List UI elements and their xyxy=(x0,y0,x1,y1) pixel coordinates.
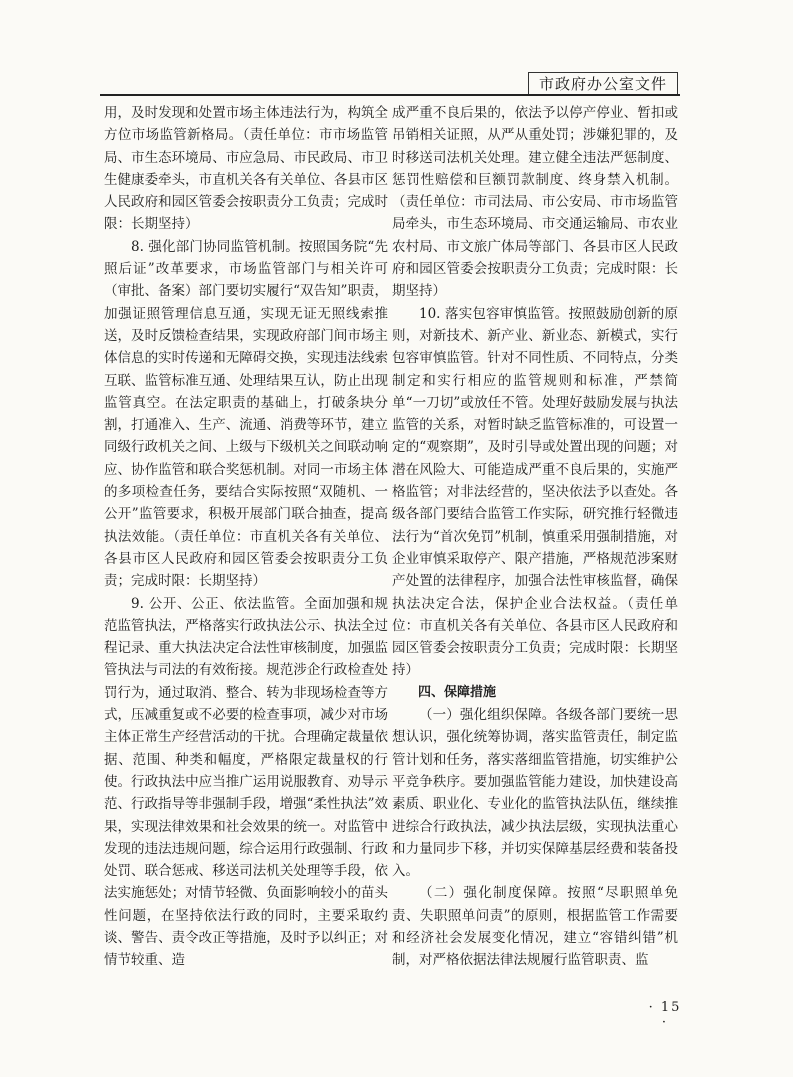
right-paragraph: 成严重不良后果的，依法予以停产停业、暂扣或吊销相关证照，从严从重处罚；涉嫌犯罪的，及时移送司法机关处理。建立健全违法严惩制度、惩罚性赔偿和巨额罚款制度、终身禁入机制。（责任单位：市司法局、市公安局、市市场监管局牵头，市生态环境局、市交通运输局、市农业农村局、市文旅广体局等部门、各县市区人民政府和园区管委会按职责分工负责；完成时限：长期坚持） xyxy=(392,105,678,300)
left-paragraph: 用，及时发现和处置市场主体违法行为，构筑全方位市场监管新格局。（责任单位：市市场监管局、市生态环境局、市应急局、市民政局、市卫生健康委牵头，市直机关各有关单位、各县市区人民政府和园区管委会按职责分工负责；完成时限：长期坚持） xyxy=(104,105,388,233)
document-header-title: 市政府办公室文件 xyxy=(528,72,678,96)
left-paragraph: 9. 公开、公正、依法监管。全面加强和规范监管执法，严格落实行政执法公示、执法全过程记录、重大执法决定合法性审核制度，加强监管执法与司法的有效衔接。规范涉企行政检查处罚行为，通过取消、整合、转为非现场检查等方式，压减重复或不必要的检查事项，减少对市场主体正常生产经营活动的干扰。合理确定裁量依据、范围、种类和幅度，严格限定裁量权的行使。行政执法中应当推广运用说服教育、劝导示范、行政指导等非强制手段，增强“柔性执法”效果，实现法律效果和社会效果的统一。对监管中发现的违法违规问题，综合运用行政强制、行政处罚、联合惩戒、移送司法机关处理等手段，依法实施惩处；对情节轻微、负面影响较小的苗头性问题，在坚持依法行政的同时，主要采取约谈、警告、责令改正等措施，及时予以纠正；对情节较重、造 xyxy=(104,595,388,969)
page-number: · 15 · xyxy=(648,1000,682,1030)
right-paragraph: （二）强化制度保障。按照“尽职照单免责、失职照单问责”的原则，根据监管工作需要和经济社会发展变化情况，建立“容错纠错”机制，对严格依据法律法规履行监管职责、监 xyxy=(392,885,678,969)
section-heading: 四、保障措施 xyxy=(418,684,497,700)
right-paragraph: 10. 落实包容审慎监管。按照鼓励创新的原则，对新技术、新产业、新业态、新模式，实行包容审慎监管。针对不同性质、不同特点，分类制定和实行相应的监管规则和标准，严禁简单“一刀切”或放任不管。处理好鼓励发展与执法监管的关系，对暂时缺乏监管标准的，可设置一定的“观察期”，及时引导或处置出现的问题；对潜在风险大、可能造成严重不良后果的，实施严格监管；对非法经营的，坚决依法予以查处。各级各部门要结合监管工作实际，研究推行轻微违法行为“首次免罚”机制，慎重采用强制措施，对企业审慎采取停产、限产措施，严格规范涉案财产处置的法律程序，加强合法性审核监督，确保执法决定合法，保护企业合法权益。（责任单位：市直机关各有关单位、各县市区人民政府和园区管委会按职责分工负责；完成时限：长期坚持） xyxy=(392,305,678,679)
left-column xyxy=(104,102,388,972)
left-paragraph: 8. 强化部门协同监管机制。按照国务院“先照后证”改革要求，市场监管部门与相关许可（审批、备案）部门要切实履行“双告知”职责，加强证照管理信息互通，实现无证无照线索推送，及时反馈检查结果，实现政府部门间市场主体信息的实时传递和无障碍交换，实现违法线索互联、监管标准互通、处理结果互认，防止出现监管真空。在法定职责的基础上，打破条块分割，打通准入、生产、流通、消费等环节，建立同级行政机关之间、上级与下级机关之间联动响应、协作监管和联合奖惩机制。对同一市场主体的多项检查任务，要结合实际按照“双随机、一公开”监管要求，积极开展部门联合抽查，提高执法效能。（责任单位：市直机关各有关单位、各县市区人民政府和园区管委会按职责分工负责；完成时限：长期坚持） xyxy=(104,238,388,590)
header-rule xyxy=(100,94,680,96)
right-column xyxy=(392,102,678,972)
right-paragraph: （一）强化组织保障。各级各部门要统一思想认识，强化统筹协调，落实监管责任，制定监管计划和任务，落实落细监管措施，切实维护公平竞争秩序。要加强监管能力建设，加快建设高素质、职业化、专业化的监管执法队伍，继续推进综合行政执法，减少执法层级，实现执法重心和力量同步下移，并切实保障基层经费和装备投入。 xyxy=(392,707,678,880)
